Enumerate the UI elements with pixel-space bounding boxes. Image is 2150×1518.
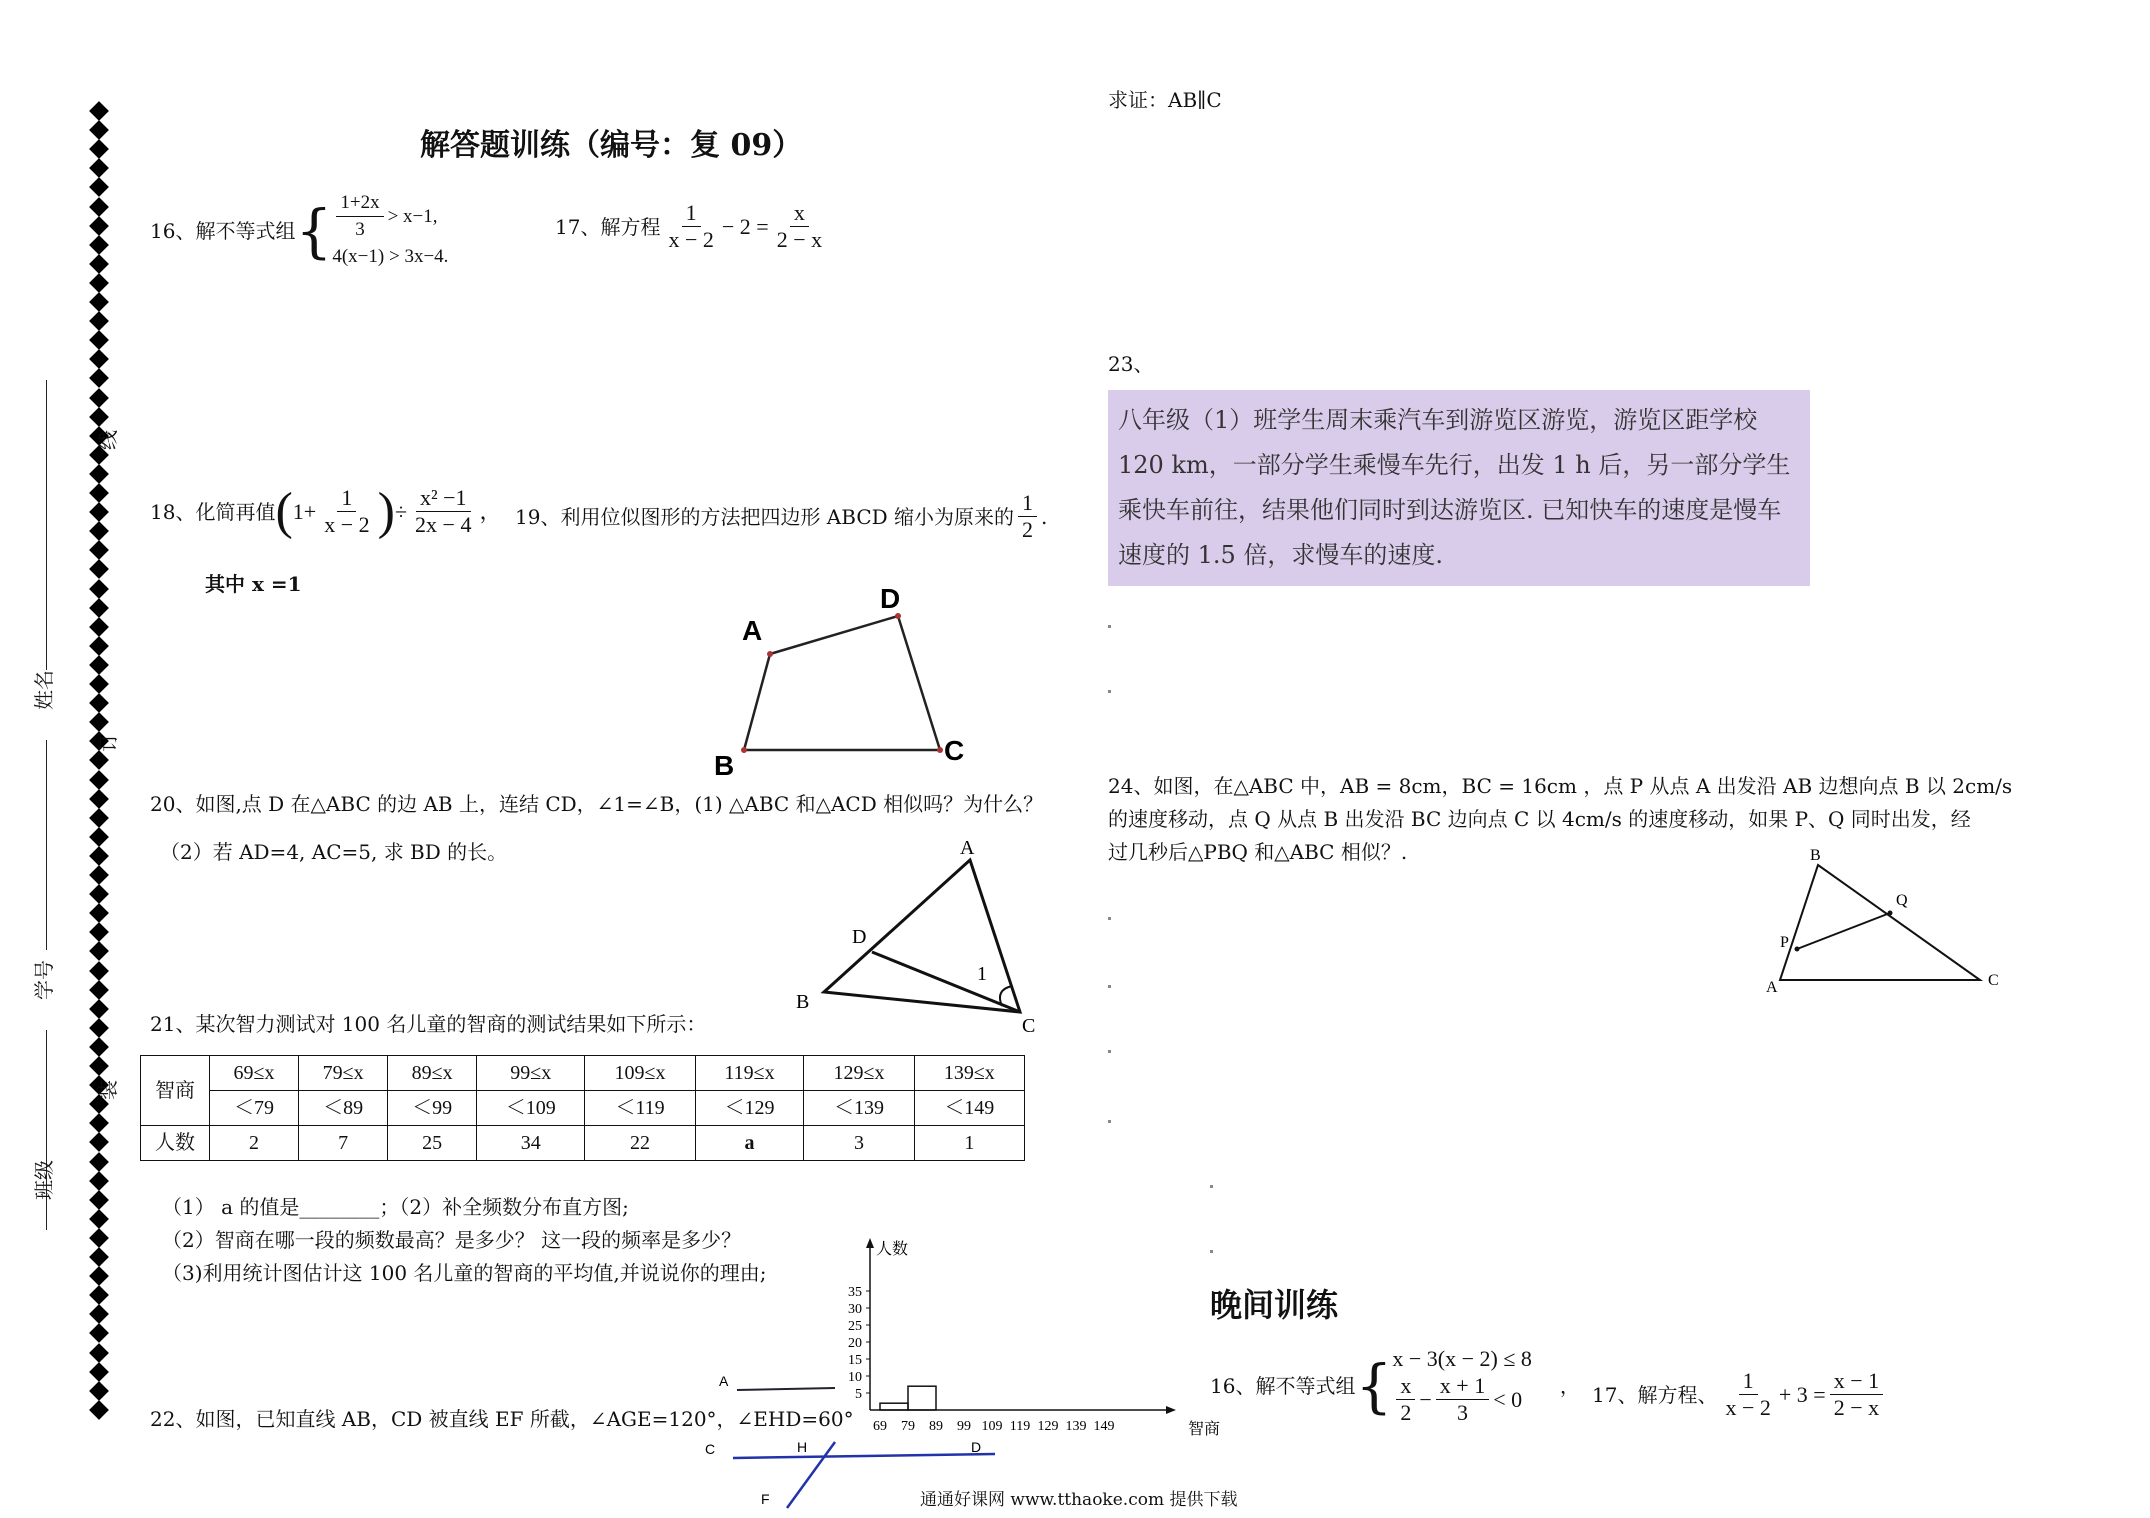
q18-div: ÷ — [394, 498, 408, 524]
e16-d2: 3 — [1456, 1400, 1468, 1425]
quad-label-b: B — [714, 750, 735, 781]
table-cell: 25 — [388, 1126, 477, 1161]
binding-diamond — [89, 292, 109, 312]
q18-one: 1+ — [292, 498, 317, 524]
y-axis-arrow — [866, 1238, 874, 1248]
q17-num2: x — [790, 200, 809, 227]
binding-diamond — [89, 922, 109, 942]
q24-line2: 的速度移动，点 Q 从点 B 出发沿 BC 边向点 C 以 4cm/s 的速度移动，如果 P、Q 同时出发，经 — [1108, 807, 1971, 831]
proof-statement: 求证：AB∥C — [1108, 88, 1222, 112]
q19-num: 1 — [1018, 490, 1037, 517]
x-axis-label: 智商 — [1188, 1419, 1221, 1438]
binding-diamond — [89, 846, 109, 866]
binding-diamond — [89, 235, 109, 255]
x-tick-label: 129 — [1037, 1419, 1059, 1434]
binding-diamond — [89, 540, 109, 560]
e16-d1: 2 — [1400, 1400, 1412, 1425]
y-tick-label: 35 — [848, 1285, 862, 1300]
e17-n2: x − 1 — [1830, 1368, 1883, 1395]
y-axis-label: 人数 — [876, 1239, 909, 1258]
q18-comma: ， — [479, 498, 502, 524]
binding-diamond — [89, 273, 109, 293]
q21-sub2: （2）智商在哪一段的频数最高？是多少？ 这一段的频率是多少？ — [162, 1228, 742, 1252]
table-cell: 2 — [210, 1126, 299, 1161]
tri24-label-a: A — [1766, 979, 1778, 996]
x-tick-label: 139 — [1065, 1419, 1087, 1434]
tri20-label-b: B — [796, 991, 810, 1013]
binding-diamond — [89, 254, 109, 274]
q21-sub1: （1） a 的值是________；（2）补全频数分布直方图; — [162, 1195, 629, 1219]
binding-diamond — [89, 1018, 109, 1038]
q23-label: 23、 — [1108, 352, 1154, 376]
tri24-pq — [1797, 913, 1890, 949]
q17-num1: 1 — [682, 200, 701, 227]
e17-label: 17、解方程、 — [1592, 1382, 1718, 1407]
binding-diamond — [89, 961, 109, 981]
question-19 — [515, 490, 1047, 543]
q16-num: 1+2x — [336, 190, 383, 217]
tri20-label-d: D — [852, 926, 867, 948]
binding-diamond — [89, 139, 109, 159]
e16-label: 16、解不等式组 — [1210, 1373, 1356, 1398]
q16-brace: { — [295, 196, 333, 265]
q19-end: . — [1041, 504, 1048, 529]
table-row — [141, 1091, 1025, 1126]
binding-diamond — [89, 1190, 109, 1210]
binding-diamond — [89, 1400, 109, 1420]
tri24-label-p: P — [1780, 934, 1789, 951]
seal-char-line: 线 — [96, 430, 120, 450]
x-axis-arrow — [1166, 1406, 1176, 1414]
e17-mid: + 3 = — [1778, 1381, 1826, 1407]
line-ef — [787, 1442, 835, 1508]
table-cell: 34 — [477, 1126, 585, 1161]
binding-diamond — [89, 368, 109, 388]
binding-diamond — [89, 712, 109, 732]
x-tick-label: 119 — [1009, 1419, 1031, 1434]
binding-diamond — [89, 617, 109, 637]
e17-d2: 2 − x — [1833, 1395, 1880, 1420]
tri20-label-a: A — [960, 837, 975, 859]
x-tick-label: 69 — [873, 1419, 887, 1434]
binding-diamond — [89, 598, 109, 618]
q17-den2: 2 − x — [776, 227, 823, 252]
table-row — [141, 1126, 1025, 1161]
x-tick-label: 89 — [929, 1419, 943, 1434]
binding-diamond — [89, 1285, 109, 1305]
seal-line-top — [46, 380, 47, 670]
binding-diamond — [89, 1304, 109, 1324]
page-title: 解答题训练（编号：复 09） — [420, 128, 803, 163]
binding-diamond — [89, 120, 109, 140]
seal-label-name: 姓名 — [32, 670, 56, 710]
binding-diamond — [89, 330, 109, 350]
binding-diamond — [89, 808, 109, 828]
tri24-label-b: B — [1810, 847, 1821, 864]
q24-line3: 过几秒后△PBQ 和△ABC 相似？. — [1108, 840, 1408, 864]
q16-label: 16、解不等式组 — [150, 218, 296, 243]
binding-diamond — [89, 655, 109, 675]
footer-source: 通通好课网 www.tthaoke.com 提供下载 — [920, 1490, 1238, 1510]
e16-n2: x + 1 — [1436, 1373, 1489, 1400]
question-17 — [555, 200, 830, 253]
table-cell: ＜139 — [804, 1091, 914, 1126]
table-cell: ＜129 — [695, 1091, 804, 1126]
tri24-label-c: C — [1988, 972, 1999, 989]
binding-diamond — [89, 999, 109, 1019]
e17-n1: 1 — [1739, 1368, 1758, 1395]
q21-sub3: （3)利用统计图估计这 100 名儿童的智商的平均值,并说说你的理由; — [162, 1261, 767, 1285]
binding-diamond — [89, 1132, 109, 1152]
binding-diamond — [89, 101, 109, 121]
table-cell: ＜89 — [299, 1091, 388, 1126]
binding-diamond — [89, 636, 109, 656]
table-cell: 69≤x — [210, 1056, 299, 1091]
y-tick-label: 25 — [848, 1319, 862, 1334]
q18-num2: x² −1 — [416, 485, 471, 512]
binding-diamond — [89, 483, 109, 503]
binding-diamond — [89, 941, 109, 961]
seal-label-class: 班级 — [32, 1160, 56, 1200]
q18-den2: 2x − 4 — [415, 512, 472, 537]
evening-title: 晚间训练 — [1210, 1286, 1339, 1324]
q16-line2: 4(x−1) > 3x−4. — [332, 246, 449, 267]
q24-line1: 24、如图，在△ABC 中，AB = 8cm，BC = 16cm ，点 P 从点 A 出发沿 AB 边想向点 B 以 2cm/s — [1108, 774, 2013, 798]
evening-17 — [1592, 1368, 1887, 1421]
x-tick-label: 99 — [957, 1419, 971, 1434]
triangle-figure-20 — [780, 837, 1050, 1040]
binding-diamond — [89, 559, 109, 579]
table-row — [141, 1056, 1025, 1091]
q18-den1: x − 2 — [324, 512, 370, 537]
binding-diamond — [89, 884, 109, 904]
binding-diamond — [89, 865, 109, 885]
q18-num1: 1 — [337, 485, 356, 512]
binding-diamond — [89, 349, 109, 369]
binding-diamond — [89, 903, 109, 923]
fig22-label-a: A — [719, 1373, 729, 1389]
quad-label-c: C — [944, 735, 965, 766]
table-cell: ＜149 — [914, 1091, 1024, 1126]
question-20-line1: 20、如图,点 D 在△ABC 的边 AB 上，连结 CD，∠1=∠B，(1) △ABC 和△ACD 相似吗？为什么？ — [150, 792, 1044, 816]
binding-diamond — [89, 1209, 109, 1229]
binding-diamond — [89, 693, 109, 713]
fig22-label-c: C — [705, 1441, 716, 1457]
x-tick-label: 79 — [901, 1419, 915, 1434]
binding-diamond — [89, 1266, 109, 1286]
quad-label-d: D — [880, 583, 901, 614]
binding-diamond — [89, 197, 109, 217]
table-cell: 3 — [804, 1126, 914, 1161]
tri24-label-q: Q — [1896, 892, 1908, 909]
binding-diamond — [89, 1152, 109, 1172]
binding-diamond — [89, 216, 109, 236]
seal-char-bind: 装 — [96, 1080, 120, 1100]
q18-lparen: ( — [275, 482, 293, 540]
question-20-line2: （2）若 AD=4, AC=5, 求 BD 的长。 — [160, 840, 508, 864]
e16-line1: x − 3(x − 2) ≤ 8 — [1392, 1346, 1532, 1371]
table-cell: 1 — [914, 1126, 1024, 1161]
binding-diamond — [89, 158, 109, 178]
binding-diamond — [89, 789, 109, 809]
quad-shape — [744, 616, 940, 750]
table-cell: 22 — [585, 1126, 695, 1161]
q18-note: 其中 x =1 — [205, 572, 302, 596]
seal-label-id: 学号 — [32, 960, 56, 1000]
tri20-angle-arc — [1000, 986, 1012, 1006]
binding-diamond — [89, 521, 109, 541]
x-tick-label: 149 — [1093, 1419, 1115, 1434]
table-head-iq: 智商 — [141, 1056, 210, 1126]
q16-den: 3 — [355, 219, 365, 240]
seal-line-mid — [46, 740, 47, 950]
tri20-label-c: C — [1022, 1015, 1036, 1037]
binding-diamond — [89, 1171, 109, 1191]
seal-char-order: 订 — [96, 732, 120, 752]
table-cell: 99≤x — [477, 1056, 585, 1091]
binding-diamond — [89, 980, 109, 1000]
q17-den1: x − 2 — [668, 227, 714, 252]
q19-text: 19、利用位似图形的方法把四边形 ABCD 缩小为原来的 — [515, 504, 1015, 529]
e16-brace: { — [1355, 1351, 1393, 1420]
y-tick-label: 5 — [855, 1387, 862, 1402]
table-cell: ＜79 — [210, 1091, 299, 1126]
e16-minus: − — [1419, 1386, 1432, 1412]
table-head-count: 人数 — [141, 1126, 210, 1161]
binding-diamond — [89, 1228, 109, 1248]
table-cell: 119≤x — [695, 1056, 804, 1091]
question-22: 22、如图，已知直线 AB，CD 被直线 EF 所截，∠AGE=120°，∠EHD=60° — [150, 1407, 854, 1431]
binding-diamond — [89, 177, 109, 197]
y-tick-label: 20 — [848, 1336, 862, 1351]
q17-mid: − 2 = — [721, 213, 769, 239]
iq-table — [140, 1055, 1025, 1161]
question-16 — [150, 190, 448, 271]
question-18 — [150, 482, 502, 540]
binding-diamond — [89, 502, 109, 522]
line-cd — [733, 1454, 995, 1458]
e16-rest: < 0 — [1493, 1386, 1523, 1412]
e17-d1: x − 2 — [1725, 1395, 1771, 1420]
fig22-label-f: F — [761, 1491, 770, 1507]
y-tick-label: 30 — [848, 1302, 862, 1317]
binding-diamond — [89, 388, 109, 408]
tri24-shape — [1780, 865, 1980, 980]
binding-diamond — [89, 1037, 109, 1057]
q16-line1-rest: > x−1, — [387, 205, 438, 227]
q18-rparen: ) — [377, 482, 395, 540]
table-cell: a — [695, 1126, 804, 1161]
table-cell: 89≤x — [388, 1056, 477, 1091]
binding-diamond — [89, 1247, 109, 1267]
y-tick-label: 10 — [848, 1370, 862, 1385]
table-cell: 7 — [299, 1126, 388, 1161]
line-ab — [737, 1388, 835, 1390]
binding-diamond — [89, 407, 109, 427]
binding-diamond — [89, 579, 109, 599]
fig22-label-d: D — [971, 1439, 982, 1455]
e16-n1: x — [1396, 1373, 1415, 1400]
table-cell: ＜99 — [388, 1091, 477, 1126]
binding-diamond — [89, 1362, 109, 1382]
tri20-angle-label: 1 — [977, 963, 987, 985]
evening-16 — [1210, 1345, 1580, 1426]
binding-diamond — [89, 1381, 109, 1401]
table-cell: 109≤x — [585, 1056, 695, 1091]
e16-comma: ， — [1559, 1373, 1580, 1398]
table-cell: ＜109 — [477, 1091, 585, 1126]
binding-diamond — [89, 827, 109, 847]
binding-diamond — [89, 1056, 109, 1076]
table-cell: ＜119 — [585, 1091, 695, 1126]
q17-label: 17、解方程 — [555, 214, 661, 239]
q23-text: 八年级（1）班学生周末乘汽车到游览区游览，游览区距学校 120 km，一部分学生乘慢车先行，出发 1 h 后，另一部分学生乘快车前往，结果他们同时到达游览区. 已知快车的速度是慢车速度的 1.5 倍，求慢车的速度. — [1108, 390, 1810, 586]
binding-diamond — [89, 1323, 109, 1343]
table-cell: 139≤x — [914, 1056, 1024, 1091]
quadrilateral-figure — [700, 580, 990, 780]
fig22-label-h: H — [797, 1439, 808, 1455]
y-tick-label: 15 — [848, 1353, 862, 1368]
triangle-figure-24 — [1750, 845, 2010, 995]
x-tick-label: 109 — [981, 1419, 1003, 1434]
table-cell: 129≤x — [804, 1056, 914, 1091]
question-21-intro: 21、某次智力测试对 100 名儿童的智商的测试结果如下所示： — [150, 1012, 707, 1036]
binding-diamond — [89, 674, 109, 694]
q18-label: 18、化简再值 — [150, 499, 276, 524]
binding-diamond — [89, 1343, 109, 1363]
q19-den: 2 — [1022, 517, 1034, 542]
binding-diamond — [89, 311, 109, 331]
table-cell: 79≤x — [299, 1056, 388, 1091]
quad-label-a: A — [742, 615, 763, 646]
